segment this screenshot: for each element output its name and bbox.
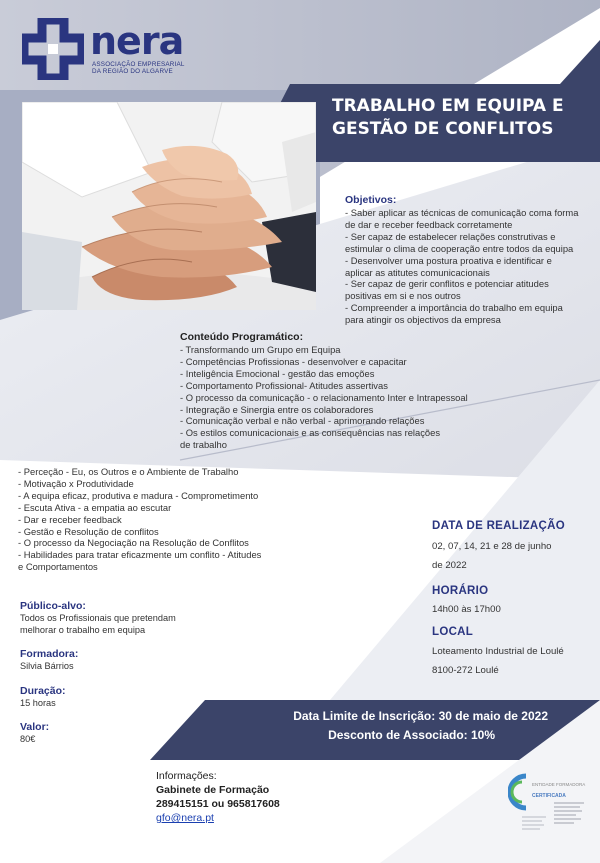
program-line: - O processo da comunicação - o relacionamento Inter e Intrapessoal: [180, 391, 468, 403]
location-label: LOCAL: [432, 626, 474, 638]
cross-logo-icon: [22, 18, 84, 80]
price-value: 80€: [20, 734, 36, 745]
audience-block: [20, 600, 220, 636]
duration-label: Duração:: [20, 684, 66, 697]
contact-email-link[interactable]: gfo@nera.pt: [156, 812, 214, 824]
objective-line: - Ser capaz de gerir conflitos e potenciar atitudes: [345, 278, 549, 290]
program-line: e Comportamentos: [18, 561, 98, 573]
certification-badge: [508, 768, 588, 838]
program-line: - Perceção - Eu, os Outros e o Ambiente de Trabalho: [18, 466, 239, 477]
tagline-line: DA REGIÃO DO ALGARVE: [92, 68, 173, 75]
objective-line: - Compreender a importância do trabalho em equipa: [345, 302, 563, 314]
location-value: Loteamento Industrial de Loulé: [432, 646, 564, 657]
trainer-name: Silvia Bárrios: [20, 661, 74, 672]
program-line: de trabalho: [180, 439, 227, 451]
time-label: HORÁRIO: [432, 585, 489, 597]
objective-line: para atingir os objectivos da empresa: [345, 314, 501, 326]
contact-phones: 289415151 ou 965817608: [156, 798, 280, 810]
objectives-section: [345, 194, 597, 326]
program-line: - O processo da Negociação na Resolução de Conflitos: [18, 537, 249, 549]
location-value: 8100-272 Loulé: [432, 665, 499, 676]
audience-label: Público-alvo:: [20, 600, 86, 612]
audience-text: Todos os Profissionais que pretendam: [20, 613, 176, 623]
title-line: TRABALHO EM EQUIPA E: [332, 96, 564, 116]
audience-text: melhorar o trabalho em equipa: [20, 624, 146, 635]
date-label: DATA DE REALIZAÇÃO: [432, 520, 565, 532]
objective-line: - Ser capaz de estabelecer relações construtivas e: [345, 230, 556, 242]
trainer-block: [20, 648, 220, 673]
program-line: - Competências Profissionas - desenvolver e capacitar: [180, 355, 407, 367]
program-line: - A equipa eficaz, produtiva e madura - Comprometimento: [18, 489, 259, 501]
member-discount: Desconto de Associado: 10%: [328, 728, 495, 742]
program-section: [180, 331, 480, 451]
objective-line: estimular o clima de cooperação entre todos da equipa: [345, 242, 574, 254]
program-line: - Comunicação verbal e não verbal - aprimorando relações: [180, 415, 425, 427]
logo-wordmark: nera: [90, 19, 184, 63]
program-line: - Inteligência Emocional - gestão das emoções: [180, 367, 375, 379]
contact-label: Informações:: [156, 770, 217, 782]
cert-label: CERTIFICADA: [532, 793, 566, 799]
program-line: - Escuta Ativa - a empatia ao escutar: [18, 501, 172, 513]
course-title: [332, 95, 592, 141]
contact-info: [156, 769, 356, 825]
objective-line: de dar e receber feedback corretamente: [345, 218, 513, 230]
contact-office: Gabinete de Formação: [156, 784, 270, 796]
program-line: - Transformando um Grupo em Equipa: [180, 344, 341, 355]
registration-deadline: Data Limite de Inscrição: 30 de maio de 2022: [293, 709, 548, 723]
title-band-corner: [560, 40, 600, 84]
hands-illustration: [22, 102, 316, 310]
date-value: de 2022: [432, 560, 467, 571]
program-line: - Gestão e Resolução de conflitos: [18, 525, 159, 537]
program-line: - Integração e Sinergia entre os colaboradores: [180, 403, 374, 415]
program-line: - Motivação x Produtividade: [18, 477, 134, 489]
cert-label: ENTIDADE FORMADORA: [532, 782, 586, 787]
price-label: Valor:: [20, 721, 50, 734]
date-value: 02, 07, 14, 21 e 28 de junho: [432, 541, 552, 552]
logo-tagline: [92, 61, 185, 75]
program-line: - Os estilos comunicacionais e as consequências nas relações: [180, 427, 441, 439]
program-heading: Conteúdo Programático:: [180, 331, 304, 343]
objective-line: - Saber aplicar as técnicas de comunicação coma forma: [345, 207, 579, 218]
certification-logo-icon: [508, 768, 588, 838]
deadline-banner: [150, 700, 600, 758]
title-line: GESTÃO DE CONFLITOS: [332, 119, 554, 139]
program-line: - Comportamento Profissional- Atitudes assertivas: [180, 379, 388, 391]
objectives-heading: Objetivos:: [345, 194, 397, 206]
objective-line: - Desenvolver uma postura proativa e identificar e: [345, 254, 552, 266]
tagline-line: ASSOCIAÇÃO EMPRESARIAL: [92, 61, 185, 68]
schedule-section: [432, 519, 597, 680]
teamwork-hands-photo: [22, 102, 316, 310]
trainer-label: Formadora:: [20, 648, 79, 661]
objective-line: aplicar as atitutes comunicacionais: [345, 266, 490, 278]
program-line: - Dar e receber feedback: [18, 513, 122, 525]
program-line: - Habilidades para tratar eficazmente um conflito - Atitudes: [18, 549, 262, 561]
time-value: 14h00 às 17h00: [432, 604, 501, 615]
objective-line: positivas em si e nos outros: [345, 290, 461, 302]
program-continued-list: [18, 466, 313, 573]
duration-value: 15 horas: [20, 697, 56, 708]
nera-logo: [22, 18, 197, 78]
